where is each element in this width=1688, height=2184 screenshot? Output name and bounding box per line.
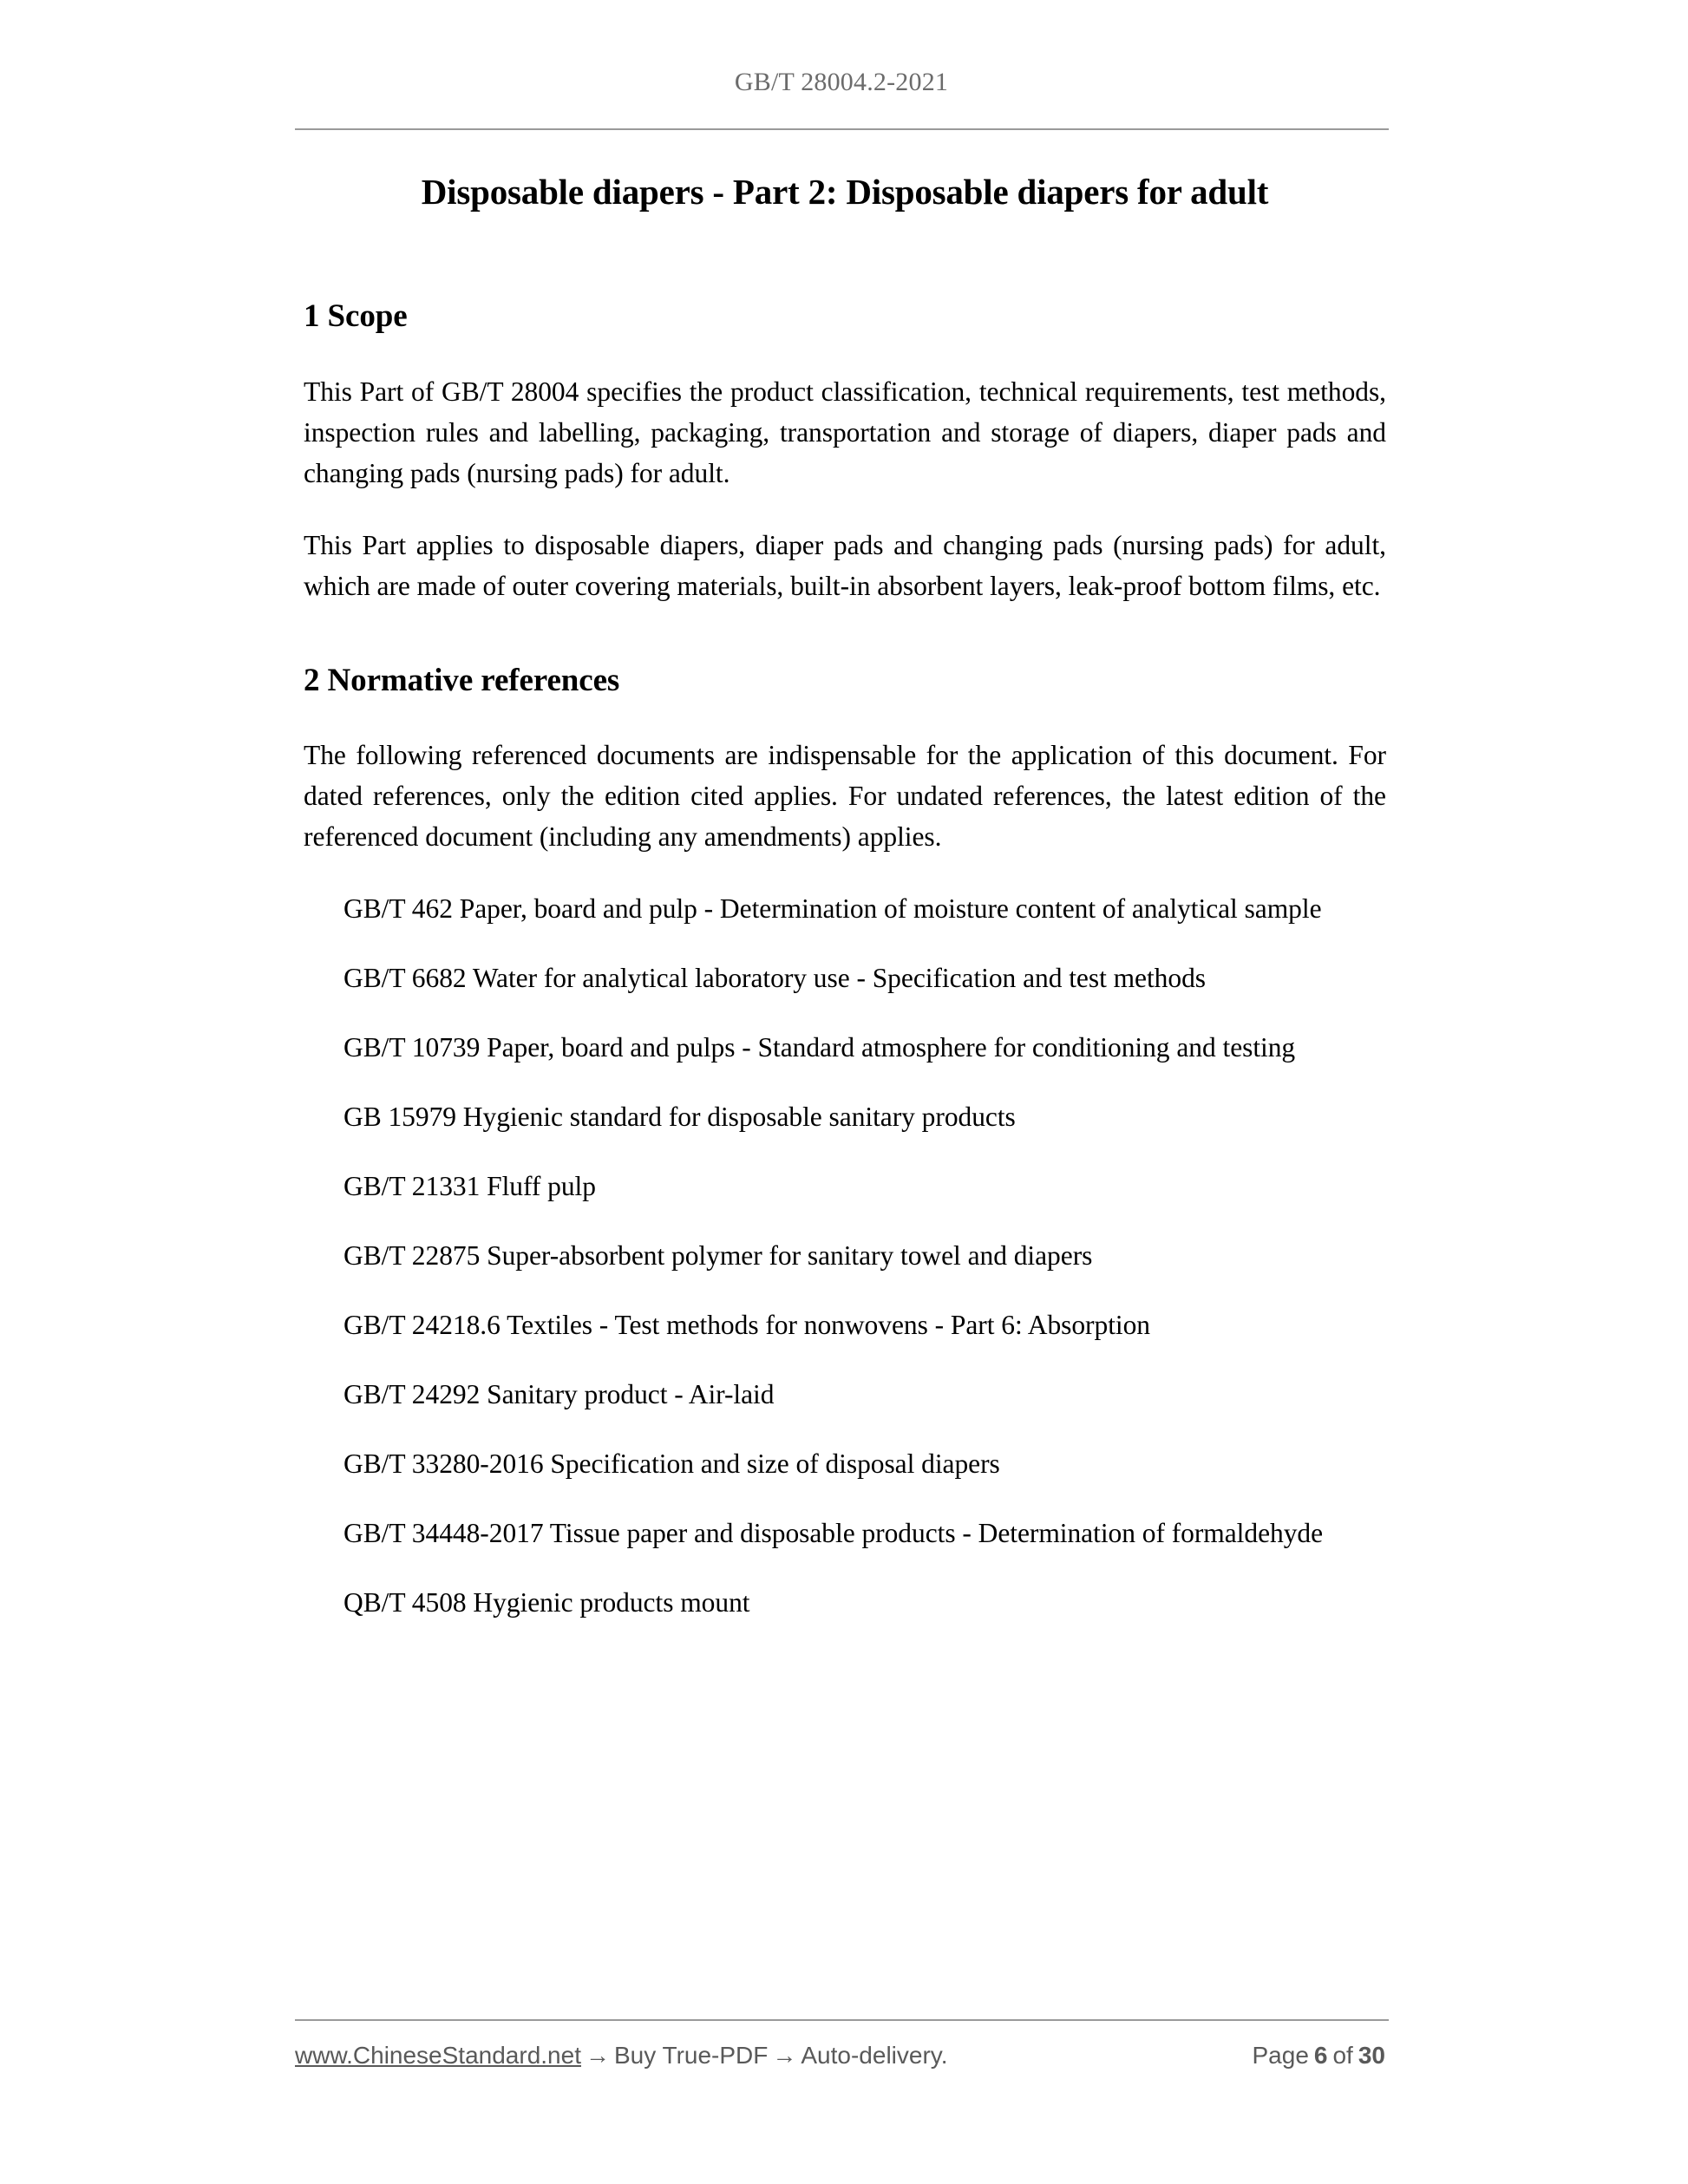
footer-promo-text: [295, 2042, 947, 2070]
list-item: GB/T 21331 Fluff pulp: [343, 1171, 596, 1202]
arrow-right-icon: →: [772, 2042, 797, 2069]
current-page-number: 6: [1313, 2042, 1328, 2069]
running-header-standard-code: GB/T 28004.2-2021: [734, 68, 949, 96]
arrow-right-icon: →: [585, 2042, 610, 2069]
list-item: GB/T 24292 Sanitary product - Air-laid: [343, 1379, 775, 1410]
chinesestandard-link[interactable]: www.ChineseStandard.net: [295, 2042, 581, 2069]
list-item: GB/T 6682 Water for analytical laboratory use - Specification and test methods: [343, 963, 1206, 994]
normative-reference-list: [304, 888, 1386, 1623]
list-item: GB/T 22875 Super-absorbent polymer for sanitary towel and diapers: [343, 1240, 1093, 1272]
section-heading-normative-references: 2 Normative references: [304, 662, 620, 698]
list-item: GB/T 24218.6 Textiles - Test methods for nonwovens - Part 6: Absorption: [343, 1310, 1150, 1341]
page-title: Disposable diapers - Part 2: Disposable diapers for adult: [421, 172, 1269, 212]
list-item: GB 15979 Hygienic standard for disposable sanitary products: [343, 1102, 1016, 1133]
header-divider: [295, 128, 1389, 130]
footer-delivery-label: Auto-delivery.: [801, 2042, 948, 2069]
footer-divider: [295, 2019, 1389, 2021]
footer-buy-label: Buy True-PDF: [613, 2042, 769, 2069]
list-item: GB/T 34448-2017 Tissue paper and disposable products - Determination of formaldehyde: [343, 1518, 1324, 1549]
total-page-number: 30: [1358, 2042, 1385, 2069]
page-footer: [295, 2042, 1390, 2083]
list-item: GB/T 33280-2016 Specification and size of disposal diapers: [343, 1448, 1000, 1480]
list-item: GB/T 10739 Paper, board and pulps - Standard atmosphere for conditioning and testing: [343, 1032, 1296, 1063]
page-label: Page: [1252, 2042, 1309, 2069]
of-label: of: [1332, 2042, 1353, 2069]
section-heading-scope: 1 Scope: [304, 298, 408, 335]
paragraph: This Part applies to disposable diapers, diaper pads and changing pads (nursing pads) for adult, which are made of outer covering materials, built-in absorbent layers, leak-proof bottom films, etc.: [304, 529, 1386, 601]
list-item: GB/T 462 Paper, board and pulp - Determination of moisture content of analytical sample: [343, 893, 1322, 925]
paragraph: This Part of GB/T 28004 specifies the product classification, technical requirements, test methods, inspection rules and labelling, packaging, transportation and storage of diapers, diaper pads and changing pads (nursing pads) for adult.: [304, 376, 1386, 488]
page-indicator: [1250, 2042, 1390, 2070]
document-content: [304, 170, 1386, 1623]
paragraph: The following referenced documents are indispensable for the application of this document. For dated references, only the edition cited applies. For undated references, the latest edition of the referenced document (including any amendments) applies.: [304, 740, 1386, 853]
list-item: QB/T 4508 Hygienic products mount: [343, 1587, 750, 1618]
